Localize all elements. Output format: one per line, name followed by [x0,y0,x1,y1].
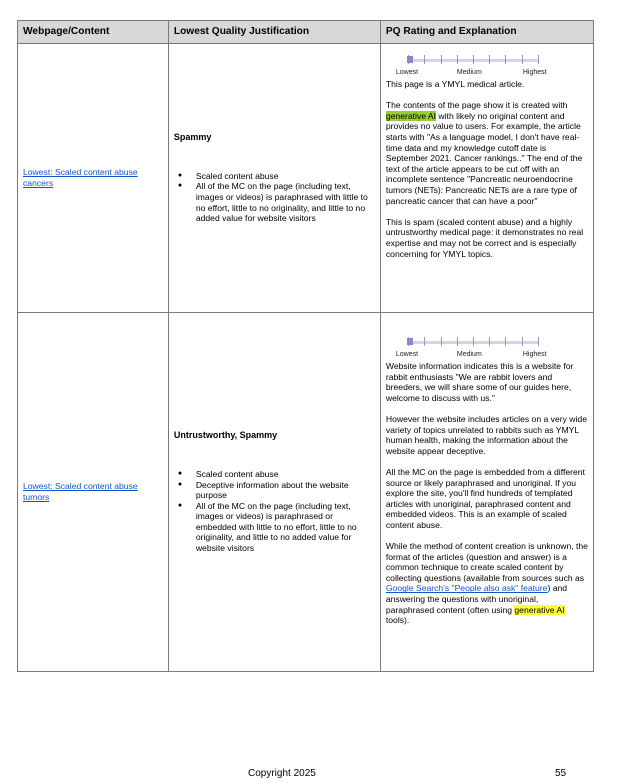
scale-label-medium: Medium [456,69,482,76]
scale-label-highest: Highest [522,351,547,358]
rating-slider [386,53,588,79]
list-item: ● Scaled content abuse [196,469,375,480]
page-number: 55 [555,768,567,779]
explanation-paragraph: However the website includes articles on a very wide variety of topics unrelated to rabbits such as YMYL human health, making the information about the website appear deceptive. [385,413,587,456]
header-webpage: Webpage/Content [18,21,169,44]
webpage-link[interactable]: Lowest: Scaled content abuse tumors [23,481,138,502]
people-also-ask-link[interactable]: Google Search's "People also ask" feature [385,583,548,594]
list-item: ● All of the MC on the page (including text, images or videos) is paraphrased with little to no effort, little to no originality, and little to no added value for website visitors [196,181,375,223]
table-row [18,44,594,313]
explanation-paragraph: This is spam (scaled content abuse) and a highly untrustworthy medical page: it demonstrates no real expertise and may not be correct and is especially concerning for YMYL topics. [385,216,584,259]
highlighted-text: generative AI [385,110,437,121]
footer-copyright: Copyright 2025 [248,768,316,779]
webpage-link[interactable]: Lowest: Scaled content abuse cancers [23,167,138,188]
justification-title: Spammy [173,132,212,143]
explanation-paragraph: While the method of content creation is unknown, the format of the articles (question and answer) is a common technique to create scaled content by collecting questions (available from sources such as Google Search's "People also ask" feature) and answering the questions with unoriginal, paraphrased content (often using generative AI tools). [385,541,588,626]
explanation-cell [380,313,593,672]
rating-marker [407,56,413,63]
explanation-paragraph: The contents of the page show it is created with generative AI with likely no original content and provides no value to users. For example, the article starts with "As a language model, I don't have real-time data and my knowledge cutoff date is September 2021. Cancer rankings.." The end of the text of the article appears to be cut off with an incomplete sentence "Pancreatic neuroendocrine tumors (NETs): Pancreatic NETs are a rare type of pancreatic cancer that can have a poor" [385,100,583,206]
explanation-paragraph: This page is a YMYL medical article. [385,79,525,89]
rating-marker [407,338,413,345]
webpage-cell [18,313,169,672]
table-header-row [18,21,594,44]
webpage-cell [18,44,169,313]
rating-slider [386,335,588,361]
justification-title: Untrustworthy, Spammy [173,430,278,441]
explanation-paragraph: All the MC on the page is embedded from a different source or likely paraphrased and unoriginal. If you explore the site, you'll find hundreds of templated articles with unoriginal, paraphrased content and embedded videos. This is an example of scaled content abuse. [385,466,585,530]
rating-table [17,20,594,672]
list-item: ● Scaled content abuse [196,171,375,182]
justification-cell [168,44,380,313]
list-item: ● All of the MC on the page (including text, images or videos) is paraphrased or embedded with little to no effort, little to no originality, and little to no added value for website visitors [196,501,375,554]
explanation-cell [380,44,593,313]
justification-cell [168,313,380,672]
scale-label-lowest: Lowest [395,351,419,358]
header-justification: Lowest Quality Justification [168,21,380,44]
justification-list [174,469,375,554]
header-pq-rating: PQ Rating and Explanation [380,21,593,44]
highlighted-text: generative AI [514,604,565,615]
list-item: ● Deceptive information about the website purpose [196,480,375,501]
table-row [18,313,594,672]
scale-label-highest: Highest [522,69,547,76]
scale-label-medium: Medium [456,351,482,358]
explanation-paragraph: Website information indicates this is a website for rabbit enthusiasts "We are rabbit lovers and breeders, we will share some of our guides here, welcome to discuss with us." [385,361,574,403]
scale-label-lowest: Lowest [395,69,419,76]
justification-list [174,171,375,224]
